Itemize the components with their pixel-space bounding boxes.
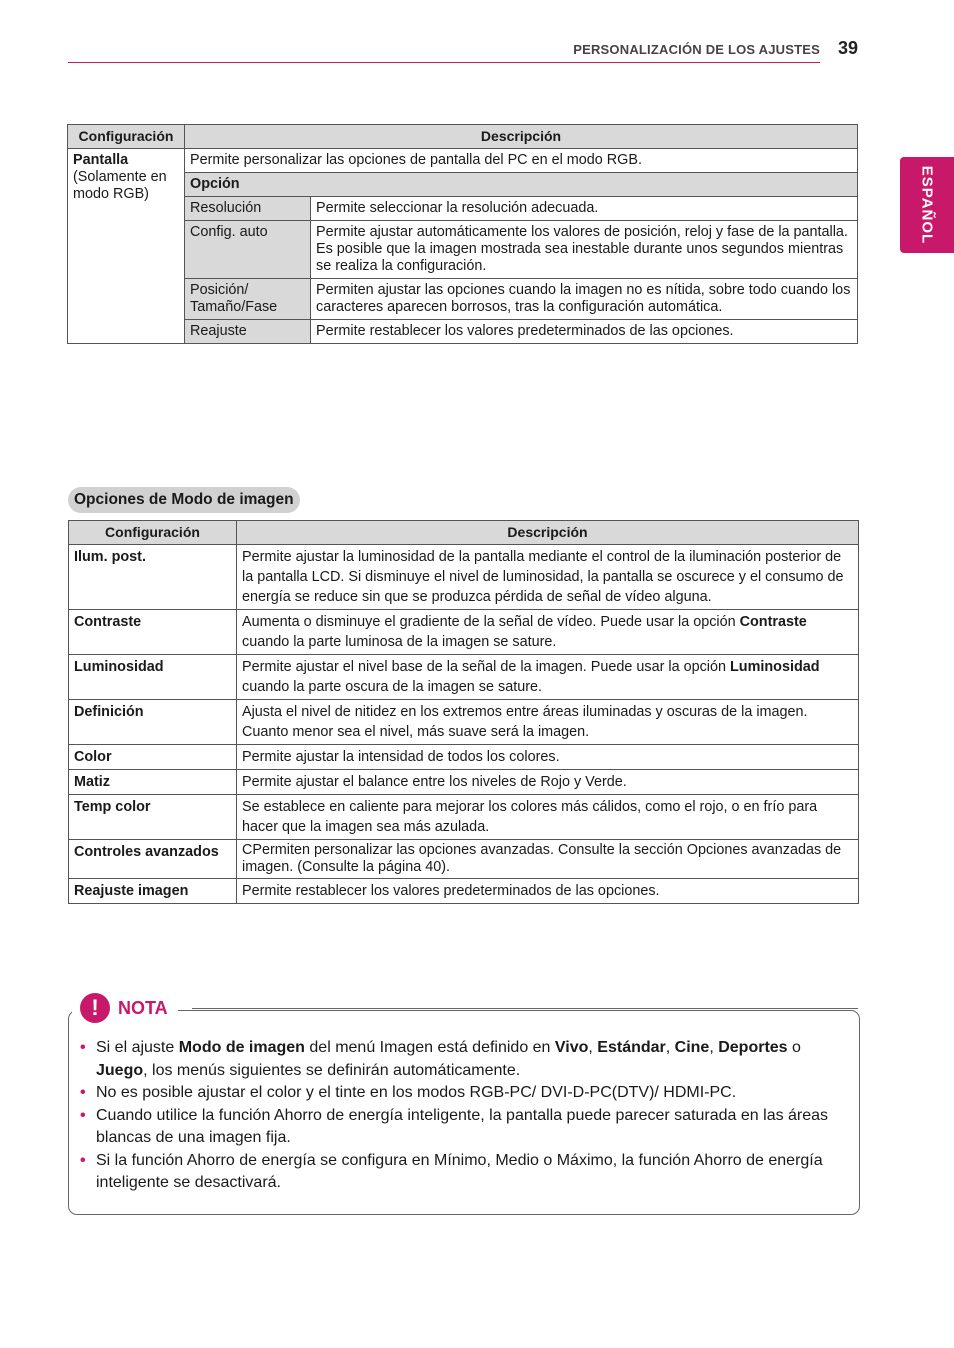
- list-item: • Si el ajuste Modo de imagen del menú Imagen está definido en Vivo, Estándar, Cine, Deportes o Juego, los menús siguientes se definirán automáticamente.: [80, 1039, 801, 1079]
- option-name: Resolución: [185, 197, 311, 221]
- table-header-desc: Descripción: [237, 521, 859, 545]
- picture-mode-table: [68, 520, 859, 904]
- bullet-icon: •: [80, 1106, 86, 1124]
- note-list: [78, 1037, 840, 1195]
- table-row: [68, 320, 858, 344]
- option-desc: Permite seleccionar la resolución adecuada.: [311, 197, 858, 221]
- setting-note: (Solamente en modo RGB): [73, 169, 167, 202]
- row-desc: Aumenta o disminuye el gradiente de la señal de vídeo. Puede usar la opción Contraste cuando la parte luminosa de la imagen se sature.: [237, 610, 859, 655]
- table-row: [69, 655, 859, 700]
- note-header: [72, 990, 178, 1026]
- setting-cell: [68, 149, 185, 344]
- table-header-config: Configuración: [69, 521, 237, 545]
- language-tab: [900, 157, 954, 253]
- row-desc: Permite ajustar la luminosidad de la pantalla mediante el control de la iluminación posterior de la pantalla LCD. Si disminuye el nivel de luminosidad, la pantalla se oscurece y el consumo de energía se reduce sin que se produzca pérdida de señal de vídeo alguna.: [237, 545, 859, 610]
- option-header: Opción: [185, 173, 858, 197]
- row-desc: Ajusta el nivel de nitidez en los extremos entre áreas iluminadas y oscuras de la imagen. Cuanto menor sea el nivel, más suave será la imagen.: [237, 700, 859, 745]
- section-heading: Opciones de Modo de imagen: [68, 487, 300, 513]
- list-item: • Si la función Ahorro de energía se configura en Mínimo, Medio o Máximo, la función Ahorro de energía inteligente se desactivará.: [80, 1151, 823, 1191]
- bullet-icon: •: [80, 1039, 86, 1056]
- table-row: [69, 610, 859, 655]
- section-title: PERSONALIZACIÓN DE LOS AJUSTES: [573, 42, 820, 57]
- row-key: Reajuste imagen: [69, 879, 237, 904]
- row-key: Temp color: [69, 795, 237, 840]
- table-row: [69, 745, 859, 770]
- warning-icon: !: [80, 993, 110, 1023]
- row-desc: Permite ajustar el balance entre los niveles de Rojo y Verde.: [237, 770, 859, 795]
- row-key: Controles avanzados: [69, 840, 237, 879]
- setting-name: Pantalla: [73, 152, 129, 168]
- screen-settings-table: [67, 124, 858, 344]
- list-item: • Cuando utilice la función Ahorro de energía inteligente, la pantalla puede parecer saturada en las áreas blancas de una imagen fija.: [80, 1106, 829, 1146]
- option-desc: Permite restablecer los valores predeterminados de las opciones.: [311, 320, 858, 344]
- table-header-config: Configuración: [68, 125, 185, 149]
- language-tab-label: ESPAÑOL: [918, 165, 936, 245]
- table-row: [69, 770, 859, 795]
- row-key: Color: [69, 745, 237, 770]
- setting-intro: Permite personalizar las opciones de pantalla del PC en el modo RGB.: [185, 149, 858, 173]
- header-rule: [68, 62, 820, 63]
- table-row: [69, 840, 859, 879]
- bullet-icon: •: [80, 1151, 86, 1169]
- table-row: [68, 279, 858, 320]
- row-desc: Permite restablecer los valores predeterminados de las opciones.: [237, 879, 859, 904]
- table-row: [68, 197, 858, 221]
- page-number: 39: [838, 38, 859, 58]
- row-key: Contraste: [69, 610, 237, 655]
- row-key: Definición: [69, 700, 237, 745]
- row-desc: Permite ajustar la intensidad de todos los colores.: [237, 745, 859, 770]
- table-row: [69, 700, 859, 745]
- option-desc: Permite ajustar automáticamente los valores de posición, reloj y fase de la pantalla. Es posible que la imagen mostrada sea inestable durante unos segundos mientras se realiza la configuración.: [311, 221, 858, 279]
- note-label: NOTA: [118, 997, 168, 1018]
- row-desc: Se establece en caliente para mejorar los colores más cálidos, como el rojo, o en frío para hacer que la imagen sea más azulada.: [237, 795, 859, 840]
- row-desc: Permite ajustar el nivel base de la señal de la imagen. Puede usar la opción Luminosidad cuando la parte oscura de la imagen se sature.: [237, 655, 859, 700]
- option-name: Reajuste: [185, 320, 311, 344]
- option-name: Posición/ Tamaño/Fase: [185, 279, 311, 320]
- list-item: • No es posible ajustar el color y el tinte en los modos RGB-PC/ DVI-D-PC(DTV)/ HDMI-PC.: [78, 1082, 840, 1105]
- row-desc: CPermiten personalizar las opciones avanzadas. Consulte la sección Opciones avanzadas de imagen. (Consulte la página 40).: [237, 840, 859, 879]
- table-row: [69, 545, 859, 610]
- option-name: Config. auto: [185, 221, 311, 279]
- table-row: [69, 879, 859, 904]
- bullet-icon: •: [80, 1084, 86, 1101]
- table-row: [68, 221, 858, 279]
- note-rule: [192, 1008, 858, 1009]
- table-row: [69, 795, 859, 840]
- row-key: Matiz: [69, 770, 237, 795]
- option-desc: Permiten ajustar las opciones cuando la imagen no es nítida, sobre todo cuando los caracteres aparecen borrosos, tras la configuración automática.: [311, 279, 858, 320]
- table-header-desc: Descripción: [185, 125, 858, 149]
- row-key: Luminosidad: [69, 655, 237, 700]
- row-key: Ilum. post.: [69, 545, 237, 610]
